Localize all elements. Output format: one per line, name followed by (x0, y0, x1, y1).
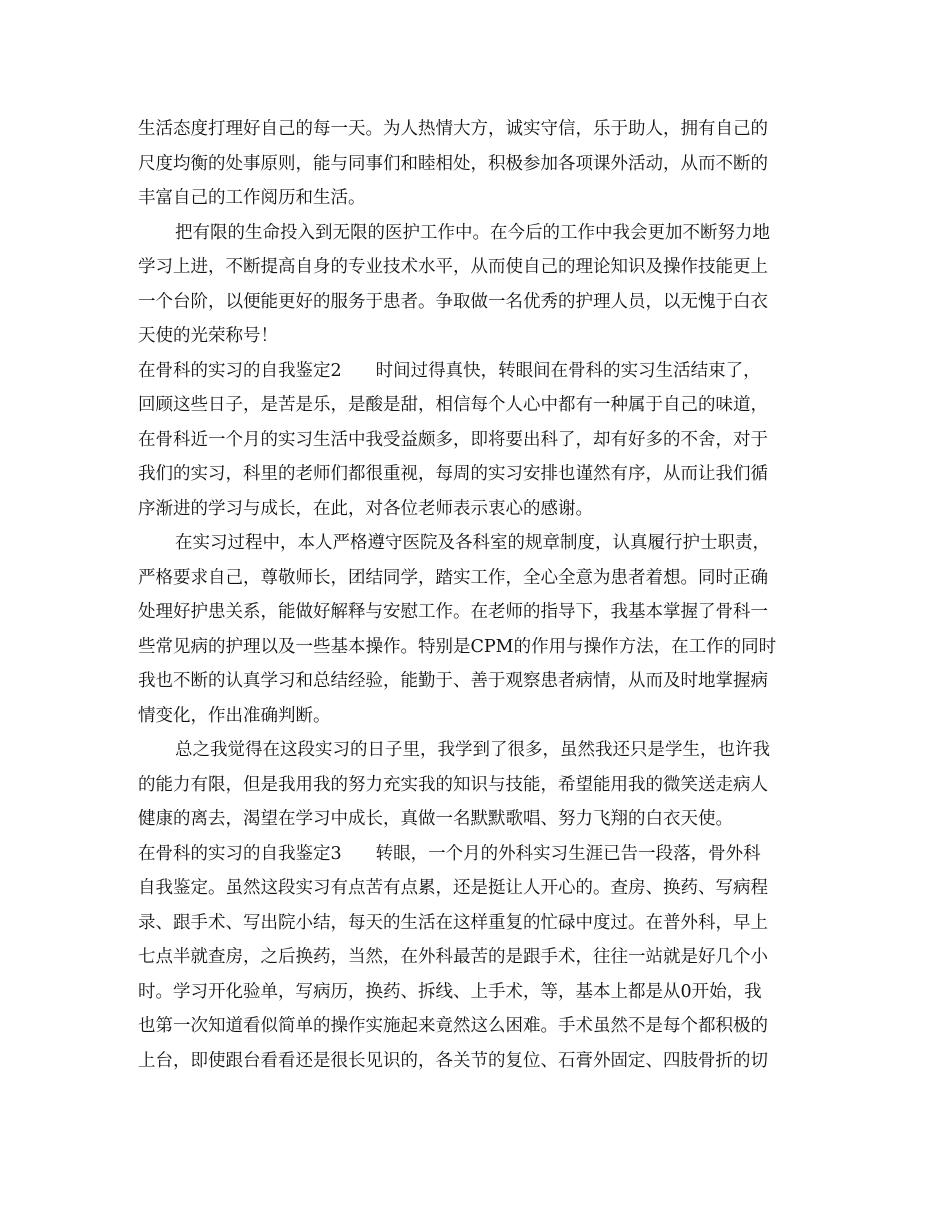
text-run: 时间过得真快，转眼间在骨科的实习生活结束了， (375, 360, 761, 381)
section-heading-line-3 (138, 837, 818, 872)
text-line: 我也不断的认真学习和总结经验，能勤于、善于观察患者病情，从而及时地掌握病 (138, 671, 768, 691)
paragraph-start-line: 总之我觉得在这段实习的日子里，我学到了很多，虽然我还只是学生，也许我 (175, 740, 770, 760)
text-line: 严格要求自己，尊敬师长，团结同学，踏实工作，全心全意为患者着想。同时正确 (138, 567, 768, 588)
text-run: 转眼，一个月的外科实习生涯已告一段落，骨外科 (375, 843, 761, 864)
text-line: 时。学习开化验单，写病历，换药、拆线、上手术，等，基本上都是从0开始，我 (138, 981, 762, 1002)
text-line: 也第一次知道看似简单的操作实施起来竟然这么困难。手术虽然不是每个都积极的 (138, 1016, 768, 1036)
text-line: 尺度均衡的处事原则，能与同事们和睦相处，积极参加各项课外活动，从而不断的 (138, 153, 768, 174)
text-line: 录、跟手术、写出院小结，每天的生活在这样重复的忙碌中度过。在普外科，早上 (138, 912, 768, 933)
text-line: 在骨科近一个月的实习生活中我受益颇多，即将要出科了，却有好多的不舍，对于 (138, 429, 768, 450)
text-line: 一个台阶，以便能更好的服务于患者。争取做一名优秀的护理人员，以无愧于白衣 (138, 291, 768, 312)
paragraph-start-line: 把有限的生命投入到无限的医护工作中。在今后的工作中我会更加不断努力地 (175, 222, 770, 243)
text-line: 七点半就查房，之后换药，当然，在外科最苦的是跟手术，往往一站就是好几个小 (138, 947, 768, 967)
text-line: 回顾这些日子，是苦是乐，是酸是甜，相信每个人心中都有一种属于自己的味道， (138, 395, 768, 415)
text-line: 上台，即使跟台看看还是很长见识的，各关节的复位、石膏外固定、四肢骨折的切 (138, 1050, 768, 1071)
text-line: 我们的实习，科里的老师们都很重视，每周的实习安排也谨然有序，从而让我们循 (138, 464, 768, 484)
section-heading-3: 在骨科的实习的自我鉴定3 (138, 843, 342, 864)
text-line: 序渐进的学习与成长，在此，对各位老师表示衷心的感谢。 (138, 498, 593, 519)
paragraph-start-line: 在实习过程中，本人严格遵守医院及各科室的规章制度，认真履行护士职责， (175, 533, 770, 553)
text-line: 健康的离去，渴望在学习中成长，真做一名默默歌唱、努力飞翔的白衣天使。 (138, 809, 733, 829)
text-line: 情变化，作出准确判断。 (138, 705, 331, 726)
document-body (138, 112, 818, 1078)
text-line: 学习上进，不断提高自身的专业技术水平，从而使自己的理论知识及操作技能更上 (138, 257, 768, 277)
text-line: 生活态度打理好自己的每一天。为人热情大方，诚实守信，乐于助人，拥有自己的 (138, 119, 768, 139)
text-line: 丰富自己的工作阅历和生活。 (138, 188, 366, 208)
text-line: 些常见病的护理以及一些基本操作。特别是CPM的作用与操作方法，在工作的同时 (138, 636, 777, 657)
text-line: 天使的光荣称号！ (138, 326, 278, 346)
text-line: 处理好护患关系，能做好解释与安慰工作。在老师的指导下，我基本掌握了骨科一 (138, 602, 768, 622)
text-line: 自我鉴定。虽然这段实习有点苦有点累，还是挺让人开心的。查房、换药、写病程 (138, 878, 768, 898)
text-line: 的能力有限，但是我用我的努力充实我的知识与技能，希望能用我的微笑送走病人 (138, 774, 768, 795)
section-heading-2: 在骨科的实习的自我鉴定2 (138, 360, 342, 381)
section-heading-line-2 (138, 354, 818, 389)
